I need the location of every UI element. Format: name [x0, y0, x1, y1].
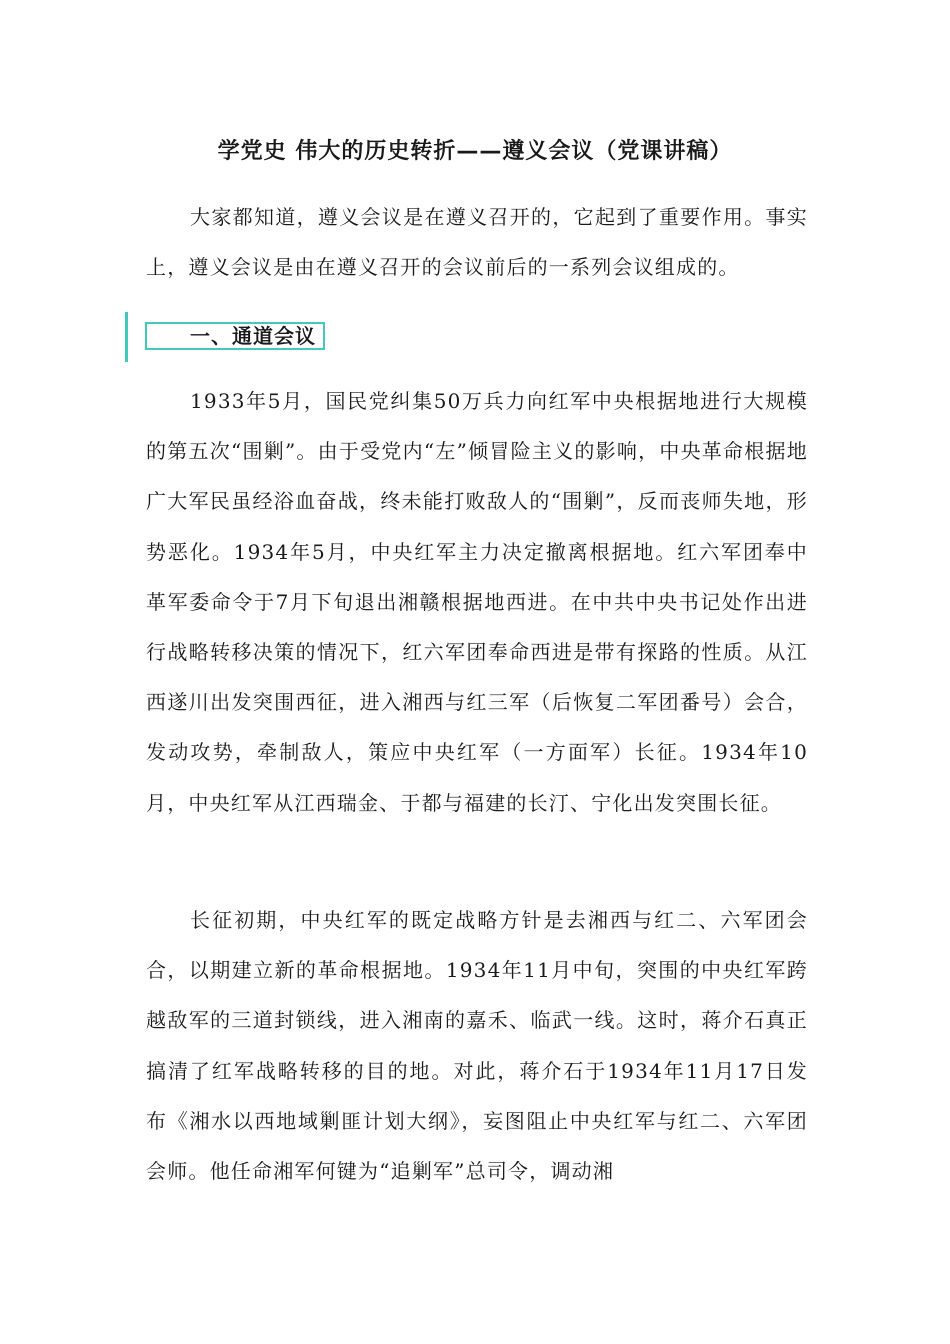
document-title: 学党史 伟大的历史转折——遵义会议（党课讲稿） [217, 139, 733, 164]
intro-paragraph: 大家都知道，遵义会议是在遵义召开的，它起到了重要作用。事实上，遵义会议是由在遵义召开的会议前后的一系列会议组成的。 [146, 205, 808, 280]
section-heading: 一、通道会议 [190, 324, 316, 348]
body-paragraph: 1933年5月，国民党纠集50万兵力向红军中央根据地进行大规模的第五次“围剿”。由于受党内“左”倾冒险主义的影响，中央革命根据地广大军民虽经浴血奋战，终未能打败敌人的“围剿”，反而丧师失地，形势恶化。1934年5月，中央红军主力决定撤离根据地。红六军团奉中革军委命令于7月下旬退出湘赣根据地西进。在中共中央书记处作出进行战略转移决策的情况下，红六军团奉命西进是带有探路的性质。从江西遂川出发突围西征，进入湘西与红三军（后恢复二军团番号）会合，发动攻势，牵制敌人，策应中央红军（一方面军）长征。1934年10月，中央红军从江西瑞金、于都与福建的长汀、宁化出发突围长征。 [146, 389, 808, 815]
section-marker-bar [125, 312, 128, 362]
body-paragraph: 长征初期，中央红军的既定战略方针是去湘西与红二、六军团会合，以期建立新的革命根据地。1934年11月中旬，突围的中央红军跨越敌军的三道封锁线，进入湘南的嘉禾、临武一线。这时，蒋介石真正搞清了红军战略转移的目的地。对此，蒋介石于1934年11月17日发布《湘水以西地域剿匪计划大纲》，妄图阻止中央红军与红二、六军团会师。他任命湘军何键为“追剿军”总司令，调动湘 [146, 908, 808, 1184]
